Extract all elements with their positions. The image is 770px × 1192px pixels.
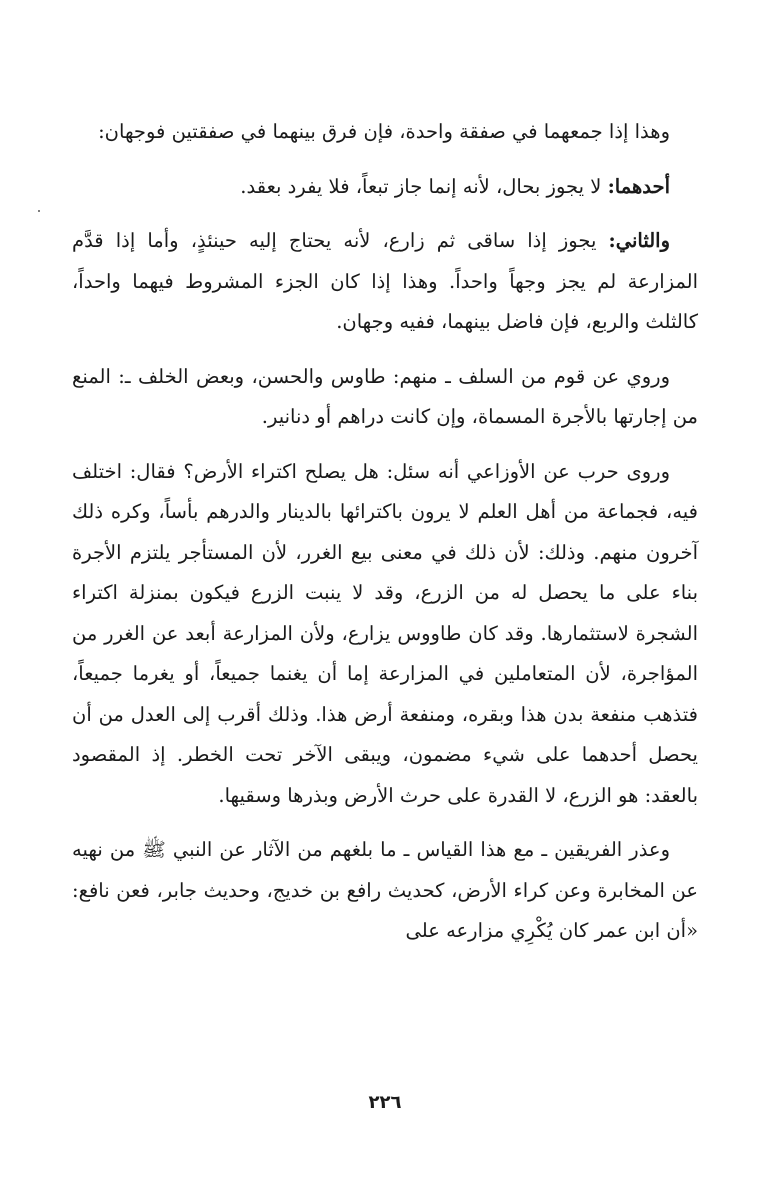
- paragraph-4-text: وروي عن قوم من السلف ـ منهم: طاوس والحسن، وبعض الخلف ـ: المنع من إجارتها بالأجرة المسماة، وإن كانت دراهم أو دنانير.: [72, 364, 698, 428]
- paragraph-2: [72, 167, 698, 208]
- paragraph-4: [72, 357, 698, 438]
- scan-speck: [38, 210, 40, 212]
- paragraph-3-lead: والثاني:: [608, 229, 670, 252]
- paragraph-6-text: وعذر الفريقين ـ مع هذا القياس ـ ما بلغهم من الآثار عن النبي ﷺ من نهيه عن المخابرة وعن كراء الأرض، كحديث رافع بن خديج، وحديث جابر، فعن نافع: «أن ابن عمر كان يُكْرِي مزارعه على: [72, 838, 698, 942]
- page-number: ٢٢٦: [368, 1092, 402, 1113]
- paragraph-5: [72, 452, 698, 817]
- paragraph-3: [72, 221, 698, 343]
- paragraph-3-text: يجوز إذا ساقى ثم زارع، لأنه يحتاج إليه حينئذٍ، وأما إذا قدَّم المزارعة لم يجز وجهاً واحداً. وهذا إذا كان الجزء المشروط فيهما واحداً، كالثلث والربع، فإن فاضل بينهما، ففيه وجهان.: [72, 229, 698, 333]
- paragraph-6: [72, 830, 698, 952]
- paragraph-2-text: لا يجوز بحال، لأنه إنما جاز تبعاً، فلا يفرد بعقد.: [240, 174, 608, 198]
- paragraph-1-text: وهذا إذا جمعهما في صفقة واحدة، فإن فرق بينهما في صفقتين فوجهان:: [98, 120, 670, 143]
- page-body: [72, 112, 698, 966]
- paragraph-5-text: وروى حرب عن الأوزاعي أنه سئل: هل يصلح اكتراء الأرض؟ فقال: اختلف فيه، فجماعة من أهل العلم لا يرون باكترائها بالدينار والدرهم بأساً، وكره ذلك آخرون منهم. وذلك: لأن ذلك في معنى بيع الغرر، لأن المستأجر يلتزم الأجرة بناء على ما يحصل له من الزرع، وقد لا ينبت الزرع فيكون بمنزلة اكتراء الشجرة لاستثمارها. وقد كان طاووس يزارع، ولأن المزارعة أبعد عن الغرر من المؤاجرة، لأن المتعاملين في المزارعة إما أن يغنما جميعاً، أو يغرما جميعاً، فتذهب منفعة بدن هذا وبقره، ومنفعة أرض هذا. وذلك أقرب إلى العدل من أن يحصل أحدهما على شيء مضمون، ويبقى الآخر تحت الخطر. إذ المقصود بالعقد: هو الزرع، لا القدرة على حرث الأرض وبذرها وسقيها.: [72, 459, 698, 807]
- paragraph-2-lead: أحدهما:: [607, 174, 670, 198]
- paragraph-1: [72, 112, 698, 153]
